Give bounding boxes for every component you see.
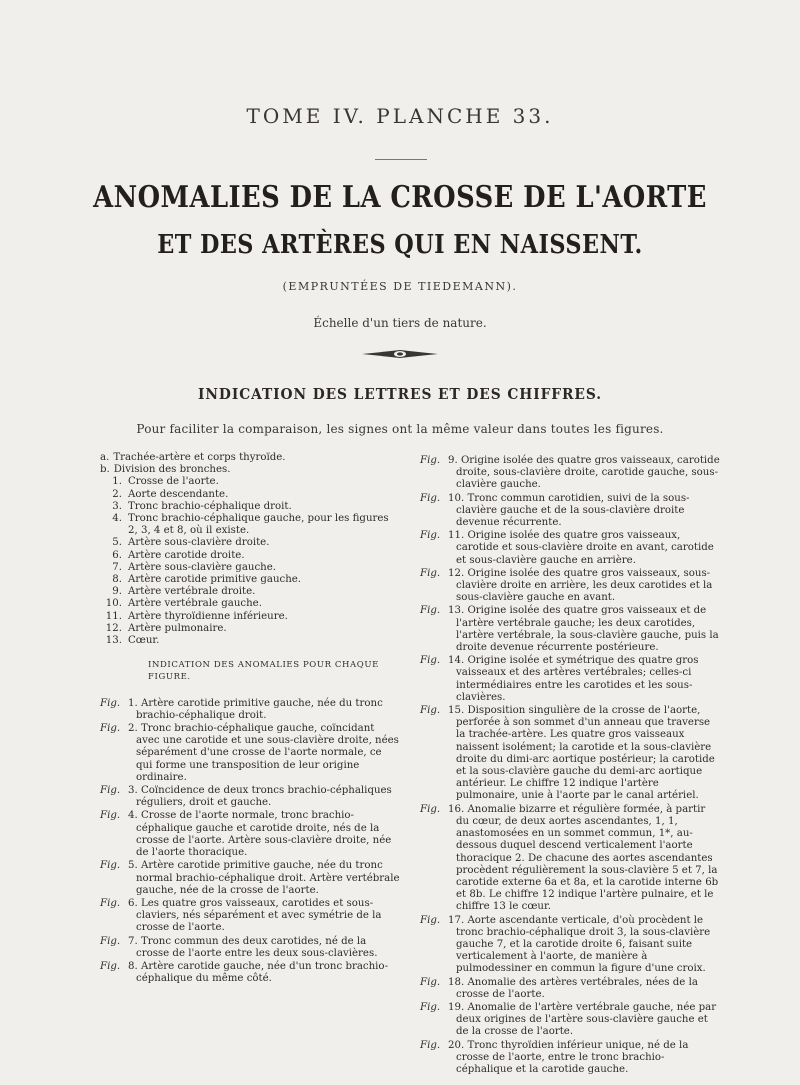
figure-label: Fig. — [420, 803, 441, 815]
figure-item — [420, 804, 720, 914]
legend-item — [100, 598, 400, 610]
legend-key: 11. — [105, 610, 122, 622]
title-line-1: ANOMALIES DE LA CROSSE DE L'AORTE — [93, 180, 707, 215]
figures-left-list — [100, 698, 400, 986]
figure-label: Fig. — [100, 897, 121, 909]
figure-item — [420, 455, 720, 492]
figure-label: Fig. — [420, 492, 441, 504]
legend-item — [100, 501, 400, 513]
figure-label: Fig. — [420, 1001, 441, 1013]
figure-label: Fig. — [100, 935, 121, 947]
figure-label: Fig. — [100, 723, 121, 735]
figure-item — [420, 705, 720, 803]
figure-item — [420, 1002, 720, 1039]
figure-label: Fig. — [100, 810, 121, 822]
figure-item — [420, 915, 720, 976]
legend-text: Division des bronches. — [113, 464, 231, 476]
legend-item — [100, 586, 400, 598]
figure-label: Fig. — [100, 785, 121, 797]
legend-list — [100, 452, 400, 647]
legend-item — [100, 574, 400, 586]
legend-text: Trachée-artère et corps thyroïde. — [113, 452, 286, 463]
figure-label: Fig. — [100, 860, 121, 872]
scale-note: Échelle d'un tiers de nature. — [313, 316, 487, 330]
figure-description: 11. Origine isolée des quatre gros vaisseaux, carotide et sous-clavière droite en avant, carotide et sous-clavière gauche en arrière. — [448, 530, 714, 566]
legend-key: 2. — [112, 488, 122, 500]
figure-item — [100, 810, 400, 859]
legend-text: Artère carotide droite. — [128, 549, 245, 561]
legend-item — [100, 489, 400, 501]
figure-description: 4. Crosse de l'aorte normale, tronc brachio-céphalique gauche et carotide droite, nés de la crosse de l'aorte. Artère sous-clavière droite, née de l'aorte thoracique. — [128, 810, 392, 859]
figure-item — [100, 860, 400, 897]
figure-description: 13. Origine isolée des quatre gros vaisseaux et de l'artère vertébrale gauche; les deux carotides, l'artère vertébrale, la sous-clavière gauche, puis la droite devenue récurrente postérieure. — [448, 605, 719, 654]
figures-right-list — [420, 455, 720, 1076]
legend-text: Artère vertébrale gauche. — [128, 598, 262, 610]
figure-description: 6. Les quatre gros vaisseaux, carotides et sous-claviers, nés séparément et avec symétrie de la crosse de l'aorte. — [128, 897, 382, 934]
divider-rule — [375, 159, 427, 160]
figure-item — [100, 961, 400, 985]
figure-item — [100, 698, 400, 722]
legend-key: 13. — [105, 635, 122, 647]
figure-description: 19. Anomalie de l'artère vertébrale gauche, née par deux origines de l'artère sous-clavière gauche et de la crosse de l'aorte. — [448, 1001, 717, 1038]
figure-description: 9. Origine isolée des quatre gros vaisseaux, carotide droite, sous-clavière droite, carotide gauche, sous-clavière gauche. — [448, 455, 720, 491]
figure-description: 2. Tronc brachio-céphalique gauche, coïncidant avec une carotide et une sous-clavière droite, nées séparément d'une crosse de l'aorte normale, ce qui forme une transposition de leur origine ordinaire. — [128, 723, 399, 783]
figure-label: Fig. — [420, 605, 441, 617]
legend-item — [100, 562, 400, 574]
right-column — [420, 455, 720, 1077]
figure-description: 5. Artère carotide primitive gauche, née du tronc normal brachio-céphalique droit. Artère vertébrale gauche, née de la crosse de l'aorte. — [128, 860, 400, 896]
legend-key: 3. — [112, 500, 122, 512]
figure-description: 10. Tronc commun carotidien, suivi de la sous-clavière gauche et de la sous-clavière droite devenue récurrente. — [448, 492, 690, 529]
legend-key: 12. — [105, 622, 122, 634]
legend-key: 7. — [112, 561, 122, 573]
source-subtitle: (EMPRUNTÉES DE TIEDEMANN). — [282, 280, 518, 293]
legend-text: Artère sous-clavière droite. — [128, 537, 270, 549]
figure-description: 15. Disposition singulière de la crosse de l'aorte, perforée à son sommet d'un anneau que traverse la trachée-artère. Les quatre gros vaisseaux naissent isolément; la carotide et la sous-clavière droite du dimi-arc aortique postérieur; la carotide et la sous-clavière gauche du demi-arc aortique antérieur. Le chiffre 12 indique l'artère pulmonaire, unie à l'aorte par le canal artériel. — [448, 705, 715, 802]
legend-text: Artère sous-clavière gauche. — [128, 561, 276, 573]
figure-label: Fig. — [100, 697, 121, 709]
indication-heading: INDICATION DES LETTRES ET DES CHIFFRES. — [198, 385, 602, 403]
legend-item — [100, 452, 400, 464]
title-line-2: ET DES ARTÈRES QUI EN NAISSENT. — [157, 230, 643, 260]
plate-number: TOME IV. PLANCHE 33. — [246, 104, 554, 128]
legend-text: Artère vertébrale droite. — [128, 586, 256, 598]
legend-item — [100, 513, 400, 537]
figure-description: 1. Artère carotide primitive gauche, née du tronc brachio-céphalique droit. — [128, 697, 383, 721]
figure-description: 12. Origine isolée des quatre gros vaisseaux, sous-clavière droite en arrière, les deux carotides et la sous-clavière gauche en avant. — [448, 567, 713, 604]
legend-item — [100, 537, 400, 549]
figure-label: Fig. — [420, 530, 441, 542]
legend-key: 4. — [112, 513, 122, 525]
indication-intro: Pour faciliter la comparaison, les signes ont la même valeur dans toutes les figures. — [136, 422, 664, 436]
legend-key: a. — [100, 452, 110, 463]
left-column — [100, 452, 400, 986]
figure-label: Fig. — [420, 567, 441, 579]
legend-text: Cœur. — [128, 635, 160, 647]
figure-label: Fig. — [420, 455, 441, 466]
legend-key: 1. — [112, 476, 122, 488]
figure-description: 18. Anomalie des artères vertébrales, nées de la crosse de l'aorte. — [448, 976, 698, 1000]
figure-label: Fig. — [420, 655, 441, 667]
figure-description: 17. Aorte ascendante verticale, d'où procèdent le tronc brachio-céphalique droit 3, la sous-clavière gauche 7, et la carotide droite 6, faisant suite verticalement à l'aorte, de manière à pulmodessiner en commun la figure d'une croix. — [448, 914, 711, 975]
figure-description: 14. Origine isolée et symétrique des quatre gros vaisseaux et des artères vertébrales; celles-ci intermédiaires entre les carotides et les sous-clavières. — [448, 655, 699, 703]
figure-item — [420, 655, 720, 704]
figure-item — [100, 723, 400, 784]
legend-key: 5. — [112, 537, 122, 549]
legend-item — [100, 464, 400, 476]
legend-item — [100, 476, 400, 488]
legend-text: Artère carotide primitive gauche. — [128, 574, 302, 586]
legend-item — [100, 623, 400, 635]
legend-text: Tronc brachio-céphalique droit. — [128, 500, 292, 512]
figure-item — [420, 568, 720, 605]
figure-item — [100, 898, 400, 935]
legend-item — [100, 550, 400, 562]
figure-item — [420, 530, 720, 567]
legend-text: Artère thyroïdienne inférieure. — [128, 610, 288, 622]
legend-key: b. — [100, 464, 110, 476]
legend-key: 10. — [105, 598, 122, 610]
figure-label: Fig. — [420, 914, 441, 926]
figure-label: Fig. — [420, 705, 441, 717]
figure-item — [420, 493, 720, 530]
figure-description: 16. Anomalie bizarre et régulière formée, à partir du cœur, de deux aortes ascendantes, 1, 1, anastomosées en un sommet commun, 1*, au-dessous duquel descend verticalement l'aorte thoracique 2. De chacune des aortes ascendantes procèdent régulièrement la sous-clavière 5 et 7, la carotide externe 6a et 8a, et la carotide interne 6b et 8b. Le chiffre 12 indique l'artère pulnaire, et le chiffre 13 le cœur. — [448, 803, 719, 913]
legend-item — [100, 611, 400, 623]
figure-description: 3. Coïncidence de deux troncs brachio-céphaliques réguliers, droit et gauche. — [128, 785, 392, 809]
figure-description: 20. Tronc thyroïdien inférieur unique, né de la crosse de l'aorte, entre le tronc brachio-céphalique et la carotide gauche. — [448, 1039, 689, 1075]
legend-key: 9. — [112, 586, 122, 598]
legend-item — [100, 635, 400, 647]
figure-label: Fig. — [100, 960, 121, 972]
figure-item — [420, 605, 720, 654]
figure-item — [420, 977, 720, 1001]
figure-description: 7. Tronc commun des deux carotides, né de la crosse de l'aorte entre les deux sous-clavières. — [128, 935, 378, 959]
anomalies-heading: INDICATION DES ANOMALIES POUR CHAQUE FIGURE. — [148, 660, 379, 683]
legend-text: Aorte descendante. — [128, 488, 229, 500]
legend-key: 6. — [112, 549, 122, 561]
legend-text: Artère pulmonaire. — [128, 622, 227, 634]
figure-item — [420, 1040, 720, 1077]
legend-text: Tronc brachio-céphalique gauche, pour les figures 2, 3, 4 et 8, où il existe. — [128, 513, 389, 537]
figure-item — [100, 936, 400, 960]
figure-item — [100, 785, 400, 809]
legend-text: Crosse de l'aorte. — [128, 476, 219, 488]
figure-label: Fig. — [420, 1039, 441, 1051]
legend-key: 8. — [112, 574, 122, 586]
figure-label: Fig. — [420, 976, 441, 988]
figure-description: 8. Artère carotide gauche, née d'un tronc brachio-céphalique du même côté. — [128, 960, 389, 985]
ornament-divider — [362, 349, 438, 359]
